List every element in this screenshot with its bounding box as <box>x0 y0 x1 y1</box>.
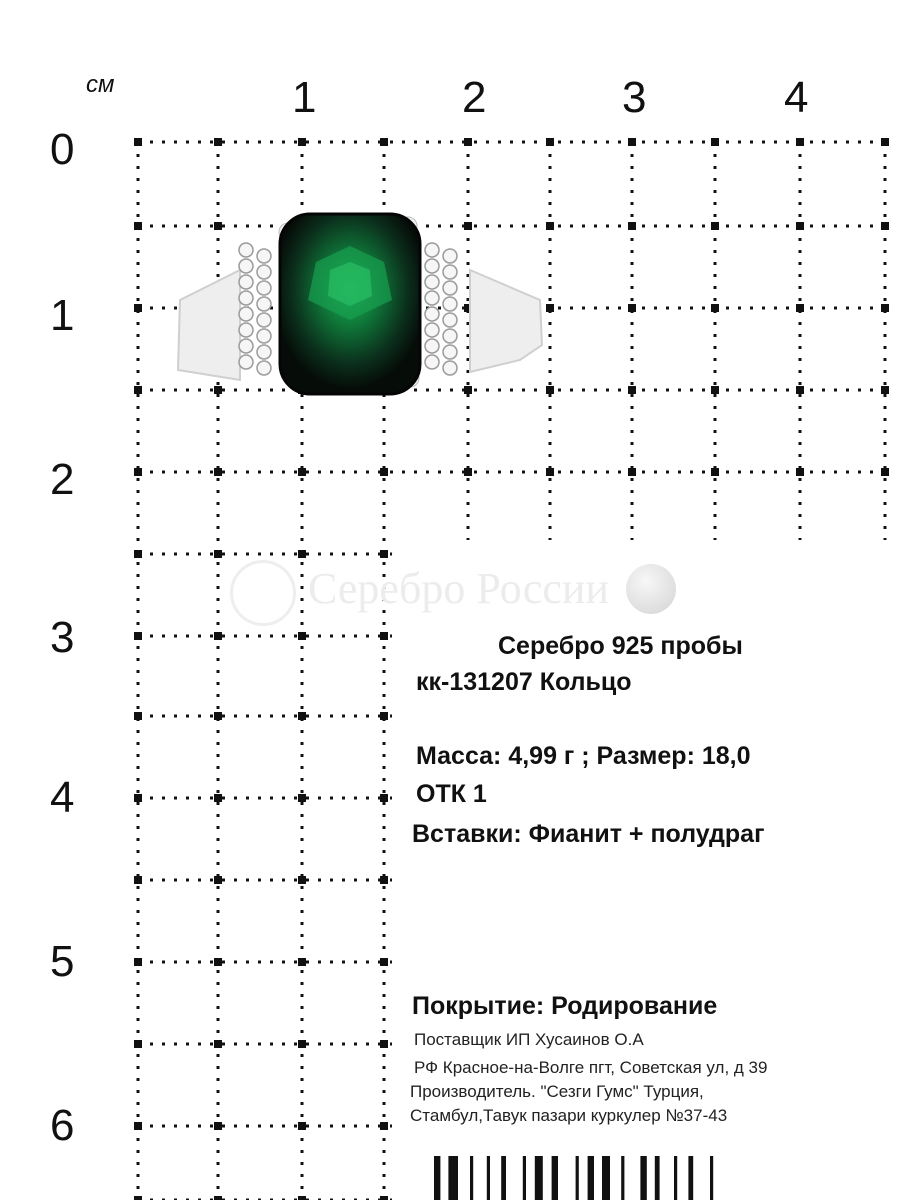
tag-manufacturer: Производитель. "Сезги Гумс" Турция, <box>410 1082 704 1101</box>
tag-supplier: Поставщик ИП Хусаинов О.А <box>414 1030 644 1049</box>
tag-line-article: кк-131207 Кольцо <box>416 668 632 696</box>
grid-node <box>796 304 804 312</box>
cz-stone <box>239 291 253 305</box>
grid-node <box>628 386 636 394</box>
grid-node <box>214 1122 222 1130</box>
cz-stone <box>443 329 457 343</box>
grid-node <box>380 138 388 146</box>
y-tick-0: 0 <box>50 125 75 174</box>
grid-node <box>134 958 142 966</box>
cz-stone <box>425 355 439 369</box>
barcode-bar <box>602 1156 610 1200</box>
watermark-text: Серебро России <box>308 564 609 614</box>
cz-stone <box>443 345 457 359</box>
cz-stone <box>443 265 457 279</box>
barcode-bar <box>523 1156 526 1200</box>
grid-node <box>711 222 719 230</box>
cz-stone <box>239 323 253 337</box>
grid-node <box>214 468 222 476</box>
x-tick-4: 4 <box>784 73 809 122</box>
grid-node <box>464 468 472 476</box>
cz-stone <box>443 361 457 375</box>
grid-node <box>711 304 719 312</box>
grid-node <box>380 1122 388 1130</box>
tag-address-1: РФ Красное-на-Волге пгт, Советская ул, д 39 <box>414 1058 768 1077</box>
grid-node <box>214 550 222 558</box>
tag-hole <box>626 564 676 614</box>
grid-node <box>298 958 306 966</box>
grid-node <box>628 222 636 230</box>
grid-node <box>298 1122 306 1130</box>
cz-stone <box>443 249 457 263</box>
grid-node <box>298 550 306 558</box>
grid-node <box>464 386 472 394</box>
barcode-bar <box>487 1156 490 1200</box>
cz-stone <box>425 275 439 289</box>
cz-stone <box>425 339 439 353</box>
y-tick-1: 1 <box>50 291 75 340</box>
grid-node <box>380 712 388 720</box>
barcode-bar <box>655 1156 660 1200</box>
barcode-bar <box>588 1156 594 1200</box>
barcode <box>434 1156 854 1200</box>
cz-stone <box>257 313 271 327</box>
cz-stone <box>257 281 271 295</box>
grid-node <box>134 794 142 802</box>
grid-node <box>214 632 222 640</box>
grid-node <box>380 876 388 884</box>
barcode-bar <box>674 1156 677 1200</box>
cz-stone <box>425 291 439 305</box>
ring-band-right <box>470 270 542 372</box>
x-tick-3: 3 <box>622 73 647 122</box>
grid-node <box>134 138 142 146</box>
tag-mass-size: Масса: 4,99 г ; Размер: 18,0 <box>416 742 751 770</box>
grid-node <box>214 712 222 720</box>
grid-node <box>796 222 804 230</box>
grid-node <box>134 1040 142 1048</box>
grid-node <box>134 304 142 312</box>
grid-node <box>881 468 889 476</box>
cz-stone <box>257 361 271 375</box>
cz-stone <box>425 259 439 273</box>
cz-stone <box>257 329 271 343</box>
tag-inserts: Вставки: Фианит + полудраг <box>412 820 765 848</box>
grid-node <box>134 876 142 884</box>
grid-node <box>881 304 889 312</box>
barcode-bar <box>470 1156 473 1200</box>
grid-node <box>881 386 889 394</box>
grid-node <box>464 138 472 146</box>
cz-stone <box>257 265 271 279</box>
cz-stone <box>239 275 253 289</box>
grid-node <box>298 632 306 640</box>
ring-band-left <box>178 270 240 380</box>
barcode-bar <box>535 1156 543 1200</box>
cz-stone <box>257 345 271 359</box>
tag-coating: Покрытие: Родирование <box>412 992 718 1020</box>
cz-stone <box>443 281 457 295</box>
grid-node <box>214 1196 222 1200</box>
grid-node <box>298 876 306 884</box>
grid-node <box>134 386 142 394</box>
cz-stone <box>257 249 271 263</box>
cz-stone <box>425 243 439 257</box>
cz-stone <box>425 323 439 337</box>
cz-stone <box>425 307 439 321</box>
grid-node <box>134 632 142 640</box>
grid-node <box>134 468 142 476</box>
barcode-bar <box>640 1156 646 1200</box>
cz-stone <box>239 355 253 369</box>
cz-stone <box>443 297 457 311</box>
cz-stone <box>443 313 457 327</box>
barcode-bar <box>448 1156 458 1200</box>
grid-node <box>464 222 472 230</box>
grid-node <box>380 958 388 966</box>
grid-node <box>380 1196 388 1200</box>
y-tick-2: 2 <box>50 455 75 504</box>
grid-node <box>134 1122 142 1130</box>
grid-node <box>298 712 306 720</box>
grid-node <box>380 468 388 476</box>
grid-node <box>881 138 889 146</box>
grid-node <box>711 138 719 146</box>
grid-node <box>796 386 804 394</box>
grid-node <box>134 712 142 720</box>
tag-otk: ОТК 1 <box>416 780 487 808</box>
barcode-bar <box>688 1156 693 1200</box>
grid-node <box>214 958 222 966</box>
y-tick-4: 4 <box>50 773 75 822</box>
barcode-bar <box>434 1156 440 1200</box>
grid-node <box>134 1196 142 1200</box>
cz-stone <box>239 339 253 353</box>
grid-node <box>546 304 554 312</box>
barcode-bar <box>621 1156 624 1200</box>
tag-address-2: Стамбул,Тавук пазари куркулер №37-43 <box>410 1106 728 1125</box>
grid-node <box>298 468 306 476</box>
cz-stone <box>239 259 253 273</box>
barcode-bar <box>501 1156 506 1200</box>
grid-node <box>546 386 554 394</box>
tag-line-material: Серебро 925 пробы <box>498 632 743 660</box>
cz-stone <box>239 307 253 321</box>
y-tick-3: 3 <box>50 613 75 662</box>
grid-node <box>881 222 889 230</box>
cz-stone <box>239 243 253 257</box>
grid-node <box>628 304 636 312</box>
x-tick-1: 1 <box>292 73 317 122</box>
grid-node <box>214 138 222 146</box>
grid-node <box>214 222 222 230</box>
y-tick-6: 6 <box>50 1101 75 1150</box>
grid-node <box>214 1040 222 1048</box>
x-tick-2: 2 <box>462 73 487 122</box>
grid-node <box>380 794 388 802</box>
grid-node <box>546 468 554 476</box>
grid-node <box>711 468 719 476</box>
grid-node <box>628 138 636 146</box>
grid-node <box>380 632 388 640</box>
grid-node <box>628 468 636 476</box>
grid-node <box>711 386 719 394</box>
grid-node <box>796 468 804 476</box>
grid-node <box>298 138 306 146</box>
grid-node <box>380 1040 388 1048</box>
grid-node <box>796 138 804 146</box>
grid-node <box>298 794 306 802</box>
barcode-bar <box>576 1156 579 1200</box>
cz-pave-left <box>239 243 271 375</box>
ring-image <box>178 214 542 394</box>
cz-stone <box>257 297 271 311</box>
grid-node <box>546 222 554 230</box>
grid-node <box>380 550 388 558</box>
grid-node <box>134 550 142 558</box>
grid-node <box>214 386 222 394</box>
barcode-bar <box>710 1156 713 1200</box>
grid-node <box>214 876 222 884</box>
grid-node <box>134 222 142 230</box>
grid-node <box>214 794 222 802</box>
y-tick-5: 5 <box>50 937 75 986</box>
grid-node <box>298 1196 306 1200</box>
grid-node <box>298 1040 306 1048</box>
barcode-bar <box>552 1156 558 1200</box>
grid-node <box>546 138 554 146</box>
unit-label: см <box>86 71 115 98</box>
